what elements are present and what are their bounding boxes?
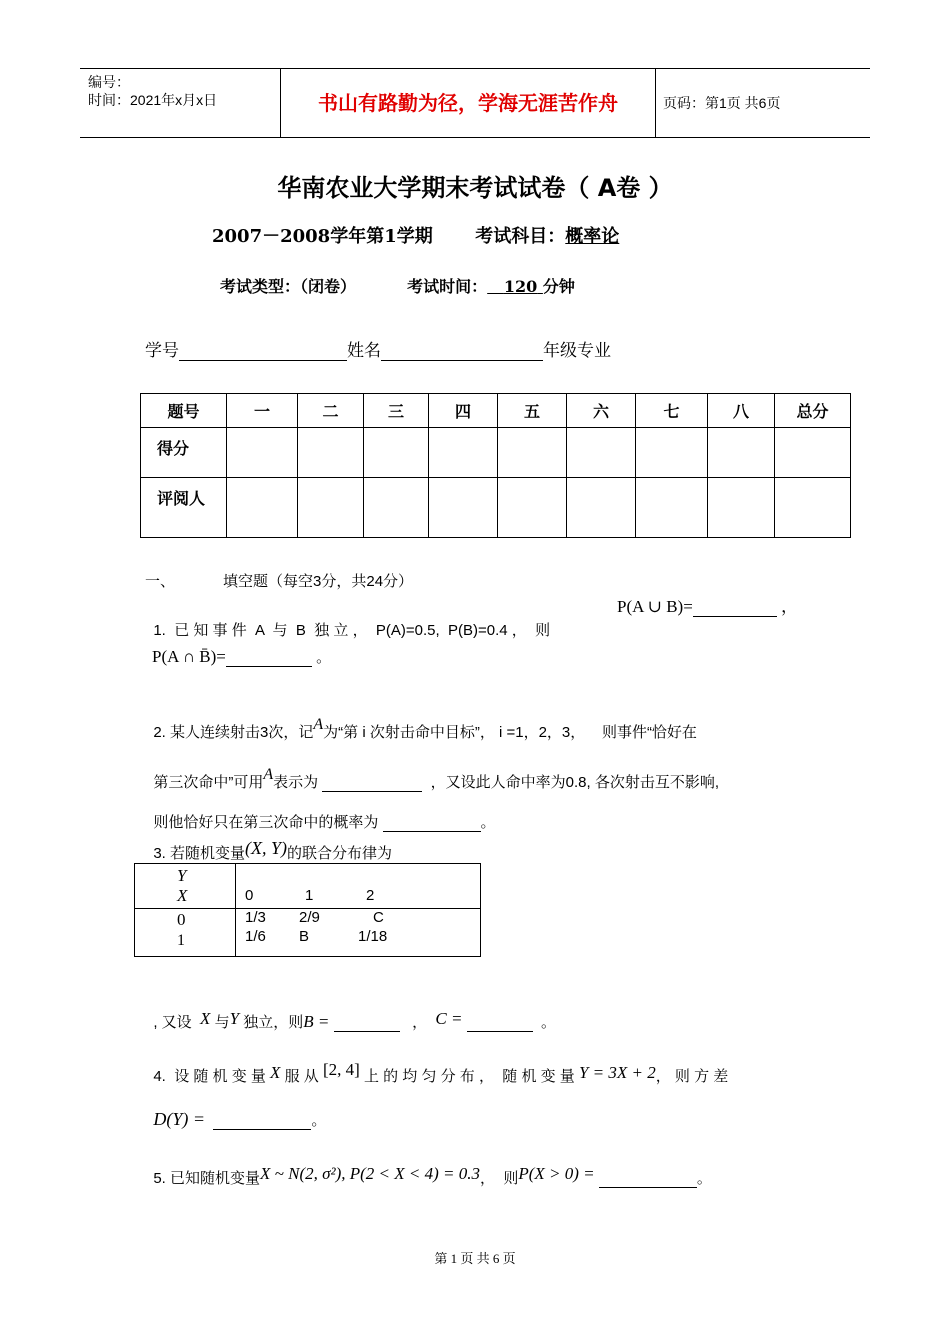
x-value: 0 [177,910,186,929]
score-cell[interactable] [364,428,429,478]
score-header-cell: 七 [636,394,708,428]
score-header-cell: 总分 [775,394,851,428]
grader-cell[interactable] [708,478,775,538]
grader-cell[interactable] [298,478,364,538]
time-value: 120 [503,277,538,296]
score-header-cell: 二 [298,394,364,428]
student-id-label: 学号 [145,341,179,361]
score-header-cell: 三 [364,394,429,428]
grader-cell[interactable] [636,478,708,538]
score-cell[interactable] [708,428,775,478]
score-cell[interactable] [429,428,498,478]
subject-label: 考试科目： [475,226,566,247]
question-5: 5. 已知随机变量X ~ N(2, σ²), P(2 < X < 4) = 0.3， 则P(X > 0) = 。 [153,1164,712,1187]
student-name-field[interactable] [381,342,543,361]
x-value: 1 [177,932,185,949]
student-info-line [145,336,611,361]
score-table [140,393,851,538]
exam-info [220,274,575,297]
question-2-line2: 第三次命中”可用A表示为 ，又设此人命中率为0.8, 各次射击互不影响, [153,766,720,791]
question-2-line1: 2. 某人连续射击3次，记A为“第 i 次射击命中目标”， i =1，2，3， 则事件“恰好在 [153,716,697,741]
exam-subtitle [212,222,619,248]
score-table-header-row [141,394,851,428]
grader-row [141,478,851,538]
header-meta [80,69,280,137]
y-value: 1 [305,887,314,904]
y-value: 0 [245,887,254,904]
grade-major-label: 年级专业 [543,341,611,361]
subject: 概率论 [565,226,620,247]
score-header-cell: 八 [708,394,775,428]
exam-type: 考试类型：（闭卷） [220,277,357,296]
question-3: 3. 若随机变量(X, Y)的联合分布律为 [153,838,393,862]
page-header [80,68,870,138]
q1-expr-intersection: P(A ∩ B̄)= 。 [152,647,332,666]
score-header-cell: 一 [227,394,298,428]
score-row [141,428,851,478]
academic-year: 2007－2008学年第1学期 [212,226,433,247]
number-label: 编号： [88,74,130,90]
header-motto: 书山有路勤为径，学海无涯苦作舟 [280,69,656,137]
question-2-line3: 则他恰好只在第三次命中的概率为 。 [153,814,496,831]
score-row-label: 得分 [141,428,227,478]
score-cell[interactable] [498,428,567,478]
student-name-label: 姓名 [347,341,381,361]
header-page-code: 页码：第1页 共6页 [663,95,781,111]
time-label: 考试时间： [407,277,488,296]
score-header-cell: 六 [567,394,636,428]
x-axis-label: X [177,886,188,905]
question-1: 1. 已 知 事 件 A 与 B 独 立 ， P(A)=0.5, P(B)=0.4 ， 则 [153,622,551,639]
grader-row-label: 评阅人 [141,478,227,538]
score-cell[interactable] [298,428,364,478]
prob-cell: 1/6 [245,928,266,945]
score-cell[interactable] [775,428,851,478]
score-header-cell: 四 [429,394,498,428]
exam-title: 华南农业大学期末考试试卷（ A卷 ） [277,174,673,202]
grader-cell[interactable] [498,478,567,538]
question-4-variance: D(Y) = 。 [153,1109,327,1129]
grader-cell[interactable] [364,478,429,538]
score-cell[interactable] [636,428,708,478]
score-cell[interactable] [567,428,636,478]
page-footer: 第 1 页 共 6 页 [434,1251,516,1266]
y-axis-label: Y [177,866,187,885]
score-header-cell: 题号 [141,394,227,428]
prob-cell: B [299,928,310,945]
question-3-conditions: , 又设 X 与Y 独立，则B = ， C = 。 [153,1009,557,1031]
prob-cell: 1/18 [358,928,388,945]
score-cell[interactable] [227,428,298,478]
time-unit: 分钟 [542,277,575,296]
grader-cell[interactable] [429,478,498,538]
question-4: 4. 设 随 机 变 量 X 服 从 [2, 4] 上 的 均 匀 分 布 ， 随 机 变 量 Y = 3X + 2， 则 方 差 [153,1060,729,1085]
student-id-field[interactable] [179,342,347,361]
q1-expr-union: P(A ∪ B)= ， [617,597,799,616]
prob-cell: C [373,909,384,926]
grader-cell[interactable] [567,478,636,538]
section-heading: 一、 填空题（每空3分，共24分） [145,573,414,590]
joint-distribution-table [134,863,481,957]
prob-cell: 1/3 [245,909,266,926]
prob-cell: 2/9 [299,909,320,926]
date-label: 时间：2021年x月x日 [88,92,218,108]
score-header-cell: 五 [498,394,567,428]
y-value: 2 [366,887,375,904]
grader-cell[interactable] [775,478,851,538]
grader-cell[interactable] [227,478,298,538]
